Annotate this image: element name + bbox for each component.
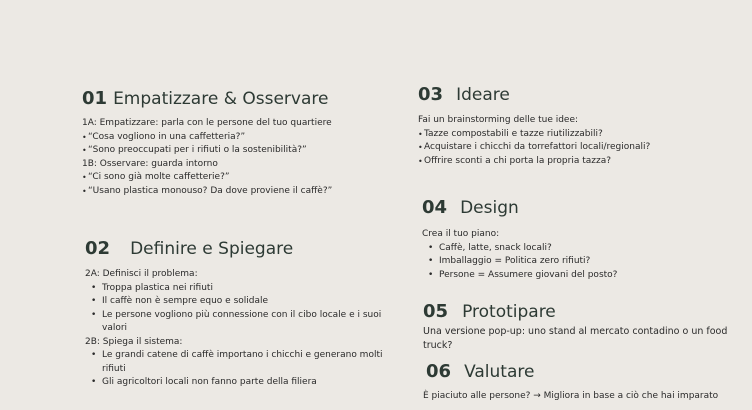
list-item: • “Usano plastica monouso? Da dove proviene il caffè?”: [82, 185, 402, 199]
section-heading: [422, 197, 742, 218]
section-number: 02: [85, 238, 111, 259]
section-heading: [426, 361, 750, 382]
section-body: [422, 228, 742, 282]
section-number: 04: [422, 197, 448, 218]
list-item: • “Sono preoccupati per i rifiuti o la sostenibilità?”: [82, 144, 402, 158]
bullet-list: [418, 128, 738, 169]
section-title: Design: [460, 198, 519, 218]
list-item: • Acquistare i chicchi da torrefattori locali/regionali?: [418, 141, 738, 155]
list-item: • “Cosa vogliono in una caffetteria?”: [82, 131, 402, 145]
section-text: È piaciuto alle persone? → Migliora in base a ciò che hai imparato: [423, 391, 719, 401]
list-item: • Imballaggio = Politica zero rifiuti?: [422, 255, 742, 269]
bullet-list: [422, 242, 742, 283]
section-design: [422, 197, 742, 282]
bullet-list: [85, 282, 405, 336]
section-heading: [85, 238, 405, 259]
section-number: 03: [418, 84, 444, 105]
section-title: Empatizzare & Osservare: [113, 89, 329, 109]
section-heading: [418, 84, 738, 105]
list-item: • Offrire sconti a chi porta la propria tazza?: [418, 155, 738, 169]
section-intro: Crea il tuo piano:: [422, 229, 500, 239]
section-intro: Fai un brainstorming delle tue idee:: [418, 115, 579, 125]
section-definire: [85, 238, 405, 390]
section-empatizzare: [82, 88, 402, 198]
section-body: [85, 268, 405, 390]
section-body: [82, 117, 402, 198]
list-item: • Gli agricoltori locali non fanno parte della filiera: [85, 376, 405, 390]
list-item: • “Ci sono già molte caffetterie?”: [82, 171, 402, 185]
section-number: 05: [423, 301, 449, 322]
section-ideare: [418, 84, 738, 168]
section-title: Prototipare: [462, 302, 556, 322]
section-title: Definire e Spiegare: [130, 239, 294, 259]
section-title: Ideare: [456, 85, 510, 105]
section-heading: [423, 301, 748, 322]
list-item: • Persone = Assumere giovani del posto?: [422, 269, 742, 283]
section-valutare: [423, 361, 750, 404]
list-item: • Tazze compostabili e tazze riutilizzabili?: [418, 128, 738, 142]
list-item: • Il caffè non è sempre equo e solidale: [85, 295, 405, 309]
subsection-label: 1A: Empatizzare: parla con le persone del tuo quartiere: [82, 118, 332, 128]
section-number: 06: [426, 361, 452, 382]
subsection-label: 2A: Definisci il problema:: [85, 269, 198, 279]
section-title: Valutare: [464, 362, 535, 382]
subsection-label: 1B: Osservare: guarda intorno: [82, 158, 218, 169]
section-number: 01: [82, 88, 108, 109]
bullet-list: [82, 131, 402, 158]
list-item: • Caffè, latte, snack locali?: [422, 242, 742, 256]
list-item: • Le grandi catene di caffè importano i chicchi e generano molti rifiuti: [85, 349, 407, 376]
subsection-label: 2B: Spiega il sistema:: [85, 336, 183, 347]
section-text: Una versione pop-up: uno stand al mercato contadino o un food truck?: [423, 326, 728, 351]
section-prototipare: [423, 301, 748, 353]
list-item: • Le persone vogliono più connessione con il cibo locale e i suoi valori: [85, 309, 402, 336]
bullet-list: [82, 171, 402, 198]
section-body: [418, 114, 738, 168]
section-heading: [82, 88, 402, 109]
list-item: • Troppa plastica nei rifiuti: [85, 282, 405, 296]
bullet-list: [85, 349, 405, 390]
